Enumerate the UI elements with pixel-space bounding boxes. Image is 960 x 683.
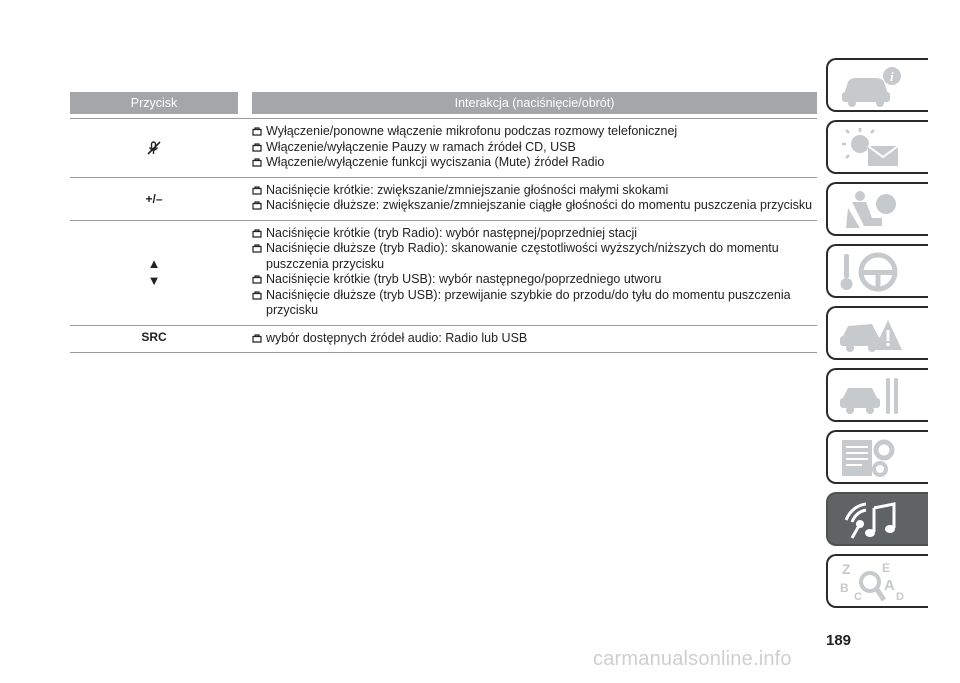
bullet-icon	[252, 127, 262, 136]
tab-starting-driving[interactable]	[826, 244, 928, 298]
up-down-buttons	[148, 257, 161, 288]
chapter-tabs	[826, 58, 928, 616]
list-item: Włączenie/wyłączenie funkcji wyciszania (Mute) źródeł Radio	[252, 155, 817, 171]
list-item: Naciśnięcie krótkie: zwiększanie/zmniejszanie głośności małymi skokami	[252, 183, 817, 199]
watermark: carmanualsonline.info	[593, 648, 792, 670]
list-item: Naciśnięcie dłuższe (tryb USB): przewijanie szybkie do przodu/do tyłu do momentu puszczenia przycisku	[252, 288, 817, 319]
table-row	[70, 326, 817, 354]
button-cell	[70, 326, 238, 353]
car-maintenance-tools-icon	[838, 374, 904, 418]
bullet-icon	[252, 244, 262, 253]
mute-microphone-icon	[147, 141, 161, 155]
list-item: Naciśnięcie krótkie (tryb USB): wybór następnego/poprzedniego utworu	[252, 272, 817, 288]
svg-text:E: E	[882, 561, 891, 575]
svg-text:D: D	[896, 591, 904, 603]
bullet-icon	[252, 158, 262, 167]
list-item: Naciśnięcie dłuższe (tryb Radio): skanowanie częstotliwości wyższych/niższych do momentu puszczenia przycisku	[252, 241, 817, 272]
warning-lights-message-icon	[838, 126, 904, 170]
triangle-down-icon: ▼	[147, 273, 161, 288]
controls-table	[70, 92, 817, 353]
header-button: Przycisk	[70, 92, 238, 114]
svg-text:Z: Z	[842, 561, 851, 577]
bullet-icon	[252, 334, 262, 343]
bullet-icon	[252, 186, 262, 195]
seat-airbag-icon	[838, 188, 904, 232]
svg-text:C: C	[854, 591, 862, 603]
bullet-icon	[252, 275, 262, 284]
technical-data-gear-icon	[838, 436, 904, 480]
list-item: Naciśnięcie krótkie (tryb Radio): wybór następnej/poprzedniej stacji	[252, 226, 817, 242]
tab-safety[interactable]	[826, 182, 928, 236]
tab-multimedia[interactable]	[826, 492, 928, 546]
volume-button-label: +/–	[145, 191, 163, 206]
tab-technical-data[interactable]	[826, 430, 928, 484]
bullet-icon	[252, 143, 262, 152]
tab-emergency[interactable]	[826, 306, 928, 360]
tab-car-info[interactable]	[826, 58, 928, 112]
svg-text:i: i	[890, 69, 894, 84]
key-steering-wheel-icon	[838, 250, 904, 294]
list-item: Wyłączenie/ponowne włączenie mikrofonu podczas rozmowy telefonicznej	[252, 124, 817, 140]
page-number: 189	[826, 632, 852, 649]
bullet-icon	[252, 201, 262, 210]
table-row	[70, 178, 817, 221]
car-crash-warning-icon	[838, 312, 904, 356]
interaction-cell	[252, 326, 817, 353]
svg-text:A: A	[884, 577, 895, 594]
car-info-icon	[838, 64, 904, 108]
multimedia-music-icon	[838, 498, 904, 542]
tab-maintenance[interactable]	[826, 368, 928, 422]
button-cell	[70, 178, 238, 220]
triangle-up-icon: ▲	[147, 256, 161, 271]
interaction-cell	[252, 178, 817, 220]
tab-warning-lights[interactable]	[826, 120, 928, 174]
alphabetical-index-icon	[838, 560, 904, 604]
bullet-icon	[252, 229, 262, 238]
bullet-icon	[252, 291, 262, 300]
table-row	[70, 118, 817, 178]
list-item: Włączenie/wyłączenie Pauzy w ramach źródeł CD, USB	[252, 140, 817, 156]
button-cell	[70, 221, 238, 325]
tab-index[interactable]	[826, 554, 928, 608]
table-header	[70, 92, 817, 114]
header-interaction: Interakcja (naciśnięcie/obrót)	[252, 92, 817, 114]
src-button-label: SRC	[141, 329, 167, 344]
table-row	[70, 221, 817, 326]
interaction-cell	[252, 119, 817, 177]
list-item: Naciśnięcie dłuższe: zwiększanie/zmniejszanie ciągłe głośności do momentu puszczenia przycisku	[252, 198, 817, 214]
list-item: wybór dostępnych źródeł audio: Radio lub USB	[252, 331, 817, 347]
svg-text:B: B	[840, 581, 849, 595]
button-cell	[70, 119, 238, 177]
interaction-cell	[252, 221, 817, 325]
